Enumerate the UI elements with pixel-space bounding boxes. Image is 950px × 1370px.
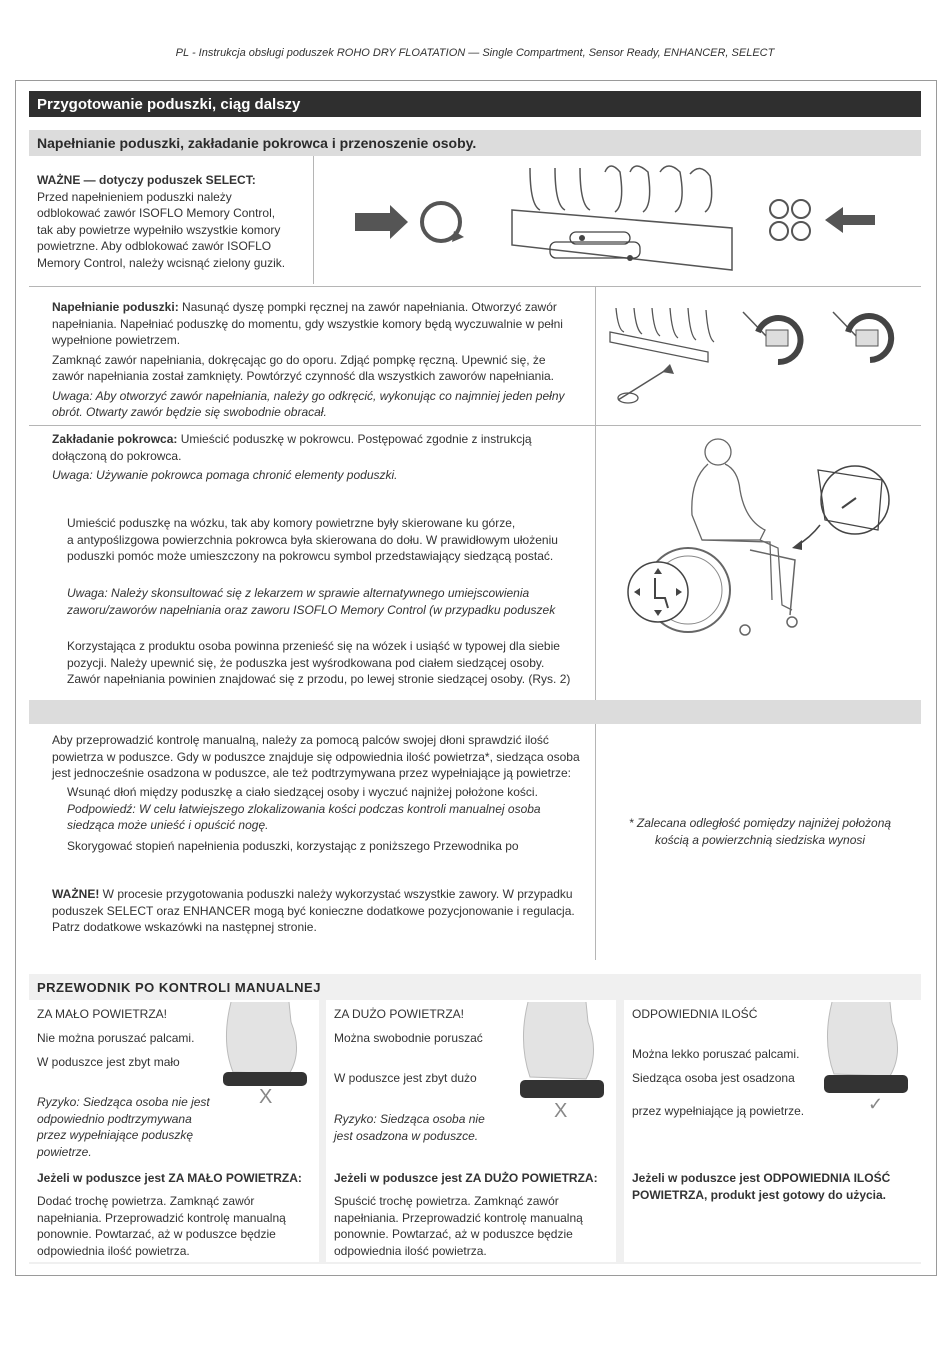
- risk-line: przez wypełniające poduszkę: [37, 1128, 194, 1142]
- compartments-arrow-illustration: [765, 195, 880, 245]
- too-little-action-heading: Jeżeli w poduszce jest ZA MAŁO POWIETRZA:: [37, 1171, 302, 1185]
- action-line: odpowiednia ilość powietrza.: [37, 1243, 190, 1258]
- cover-transfer-text: [67, 638, 592, 688]
- guide-title: PRZEWODNIK PO KONTROLI MANUALNEJ: [37, 980, 321, 995]
- inflate-section: [52, 299, 592, 424]
- too-much-heading: ZA DUŻO POWIETRZA!: [334, 1007, 465, 1021]
- too-much-text: Można swobodnie poruszać: [334, 1031, 483, 1045]
- important-select-line: powietrzne. Aby odblokować zawór ISOFLO: [37, 239, 272, 253]
- action-line: Dodać trochę powietrza. Zamknąć zawór: [37, 1194, 255, 1208]
- important-text: poduszek SELECT oraz ENHANCER mogą być konieczne dodatkowe pozycjonowanie i regulacja.: [52, 903, 575, 918]
- too-little-text: Nie można poruszać palcami.: [37, 1031, 195, 1045]
- manual-check-tip: siedząca może unieść i opuścić nogę.: [67, 818, 269, 832]
- manual-check-line: powietrza w poduszce. Gdy w poduszce znajduje się odpowiednia ilość powietrza*, siedząca osoba: [52, 749, 580, 764]
- cover-doctor-note-line: zaworu/zaworów napełniania oraz zaworu ISOFLO Memory Control (w przypadku poduszek: [67, 602, 556, 617]
- inflate-close-text: zawór napełniania został zamknięty. Powtórzyć czynność dla wszystkich zaworów napełniania.: [52, 369, 555, 383]
- cover-doctor-note-line: Uwaga: Należy skonsultować się z lekarzem w sprawie alternatywnego umiejscowienia: [67, 586, 530, 600]
- manual-check-tip: Podpowiedź: W celu łatwiejszego zlokalizowania kości podczas kontroli manualnej osoba: [67, 801, 541, 816]
- action-line: napełniania. Przeprowadzić kontrolę manualną: [334, 1210, 583, 1225]
- correct-text: przez wypełniające ją powietrze.: [632, 1104, 805, 1118]
- inflate-text: Nasunąć dyszę pompki ręcznej na zawór napełniania. Otworzyć zawór: [178, 300, 557, 314]
- inflate-label: Napełnianie poduszki:: [52, 300, 179, 314]
- guide-col-too-little: [29, 1000, 319, 1262]
- valve-unlock-illustration: [350, 195, 470, 251]
- action-line: POWIETRZA, produkt jest gotowy do użycia.: [632, 1187, 887, 1202]
- important-text: Patrz dodatkowe wskazówki na następnej stronie.: [52, 920, 317, 934]
- too-little-heading: ZA MAŁO POWIETRZA!: [37, 1007, 168, 1021]
- important-select-line: tak aby powietrze wypełniło wszystkie komory: [37, 222, 281, 237]
- divider: [595, 286, 596, 700]
- important-select-heading: WAŻNE — dotyczy poduszek SELECT:: [37, 173, 256, 187]
- too-much-action-heading: Jeżeli w poduszce jest ZA DUŻO POWIETRZA:: [334, 1171, 598, 1185]
- too-much-text: W poduszce jest zbyt dużo: [334, 1071, 477, 1085]
- section-subtitle: Napełnianie poduszki, zakładanie pokrowca i przenoszenie osoby.: [29, 130, 921, 156]
- guide-col-correct: [624, 1000, 921, 1262]
- cover-section: [52, 431, 592, 487]
- action-line: ponownie. Powtarzać, aż w poduszce będzie: [334, 1227, 573, 1241]
- inflate-note: Uwaga: Aby otworzyć zawór napełniania, należy go odkręcić, wykonując co najmniej jeden pełny: [52, 388, 565, 403]
- action-line: ponownie. Powtarzać, aż w poduszce będzie: [37, 1227, 276, 1241]
- risk-line: Ryzyko: Siedząca osoba nie: [334, 1112, 485, 1126]
- correct-mark: ✓: [868, 1094, 884, 1114]
- footnote: [600, 815, 920, 848]
- too-much-mark: X: [554, 1100, 568, 1122]
- inflate-text: wypełnione powietrzem.: [52, 333, 181, 347]
- too-little-risk: [37, 1094, 227, 1160]
- manual-check-line: Aby przeprowadzić kontrolę manualną, należy za pomocą palców swojej dłoni sprawdzić ilość: [52, 733, 549, 747]
- manual-check-line: jest jednocześnie osadzona w poduszce, ale też podtrzymywana przez wypełniające ją powietrze:: [52, 766, 571, 780]
- inflate-text: napełniania. Napełniać poduszkę do momentu, gdy wszystkie komory będą wyczuwalnie w pełni: [52, 316, 563, 331]
- important-select-line: Przed napełnieniem poduszki należy: [37, 189, 232, 204]
- cover-text: dołączoną do pokrowca.: [52, 448, 182, 463]
- too-much-illustration: [516, 1002, 611, 1102]
- divider: [313, 156, 314, 284]
- cover-place-text: [67, 515, 592, 565]
- important-text: W procesie przygotowania poduszki należy wykorzystać wszystkie zawory. W przypadku: [99, 887, 573, 901]
- action-line: Jeżeli w poduszce jest ODPOWIEDNIA ILOŚĆ: [632, 1171, 891, 1185]
- correct-action: [632, 1170, 917, 1203]
- manual-check-intro: [52, 732, 597, 782]
- too-much-risk: [334, 1111, 524, 1144]
- too-much-action: [334, 1193, 614, 1259]
- cover-place-line: a antypoślizgowa powierzchnia pokrowca była skierowana do dołu. W prawidłowym ułożeniu: [67, 532, 558, 547]
- too-little-text: W poduszce jest zbyt mało: [37, 1055, 180, 1069]
- important-select-line: odblokować zawór ISOFLO Memory Control,: [37, 206, 276, 220]
- wheelchair-illustration: [620, 430, 890, 640]
- section-separator-bar: [29, 700, 921, 724]
- cushion-valve-illustration: [510, 160, 735, 275]
- manual-check-step: Wsunąć dłoń między poduszkę a ciało siedzącej osoby i wyczuć najniżej położone kości.: [67, 785, 538, 799]
- too-little-illustration: [219, 1002, 314, 1090]
- risk-line: powietrze.: [37, 1144, 92, 1159]
- inflate-note: obrót. Otwarty zawór będzie się swobodnie obracał.: [52, 405, 327, 419]
- cover-place-line: Umieścić poduszkę na wózku, tak aby komory powietrzne były skierowane ku górze,: [67, 516, 516, 530]
- cover-label: Zakładanie pokrowca:: [52, 432, 178, 446]
- risk-line: odpowiednio podtrzymywana: [37, 1111, 192, 1126]
- risk-line: Ryzyko: Siedząca osoba nie jest: [37, 1095, 210, 1109]
- correct-heading: ODPOWIEDNIA ILOŚĆ: [632, 1007, 758, 1021]
- action-line: odpowiednia ilość powietrza.: [334, 1243, 487, 1258]
- too-little-action: [37, 1193, 317, 1259]
- page-header: PL - Instrukcja obsługi poduszek ROHO DRY FLOATATION — Single Compartment, Sensor Ready, ENHANCER, SELECT: [175, 47, 775, 59]
- action-line: Spuścić trochę powietrza. Zamknąć zawór: [334, 1194, 559, 1208]
- cover-doctor-note: [67, 585, 592, 618]
- cover-transfer-line: Zawór napełniania powinien znajdować się z przodu, po lewej stronie siedzącej osoby. (Rys. 2): [67, 672, 571, 686]
- important-label: WAŻNE!: [52, 887, 100, 901]
- action-line: napełniania. Przeprowadzić kontrolę manualną: [37, 1210, 286, 1225]
- too-little-mark: X: [259, 1086, 273, 1108]
- risk-line: jest osadzona w poduszce.: [334, 1128, 479, 1143]
- section-title: Przygotowanie poduszki, ciąg dalszy: [29, 91, 921, 117]
- cover-place-line: poduszki pomóc może umieszczony na pokrowcu symbol przedstawiający siedzącą postać.: [67, 549, 554, 563]
- correct-text: Siedząca osoba jest osadzona: [632, 1071, 795, 1085]
- correct-text: Można lekko poruszać palcami.: [632, 1047, 800, 1061]
- footnote-line: kością a powierzchnią siedziska wynosi: [654, 832, 866, 847]
- cover-text: Umieścić poduszkę w pokrowcu. Postępować zgodnie z instrukcją: [177, 432, 532, 446]
- manual-check-step: Skorygować stopień napełnienia poduszki, korzystając z poniższego Przewodnika po: [67, 838, 519, 853]
- inflate-illustration: [608, 300, 908, 415]
- correct-illustration: [820, 1002, 915, 1097]
- footnote-line: * Zalecana odległość pomiędzy najniżej położoną: [628, 816, 892, 830]
- important-all-valves: [52, 886, 597, 936]
- cover-transfer-line: Korzystająca z produktu osoba powinna przenieść się na wózek i usiąść w typowej dla siebie: [67, 639, 560, 653]
- manual-check-steps: [67, 784, 592, 854]
- inflate-close-text: Zamknąć zawór napełniania, dokręcając go do oporu. Zdjąć pompkę ręczną. Upewnić się, że: [52, 352, 546, 367]
- important-select-block: [37, 172, 307, 271]
- cover-note: Uwaga: Używanie pokrowca pomaga chronić elementy poduszki.: [52, 468, 398, 482]
- cover-transfer-line: pozycji. Należy upewnić się, że poduszka jest wyśrodkowana pod ciałem siedzącej osoby.: [67, 655, 545, 670]
- divider: [29, 286, 921, 287]
- guide-col-too-much: [326, 1000, 616, 1262]
- important-select-line: Memory Control, należy wcisnąć zielony guzik.: [37, 255, 286, 270]
- divider: [29, 425, 921, 426]
